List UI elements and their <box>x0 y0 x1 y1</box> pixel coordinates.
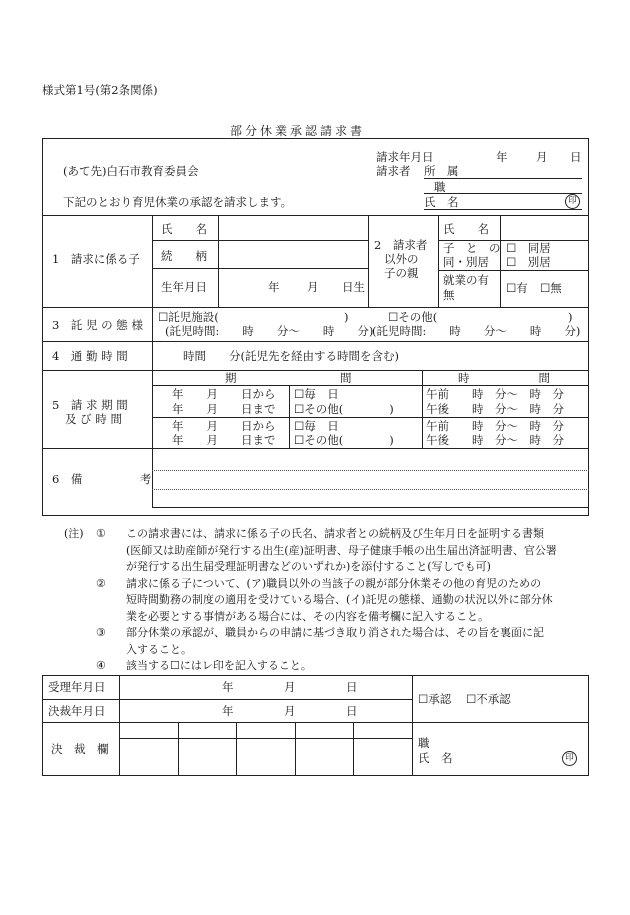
decided-month-unit: 月 <box>284 704 296 718</box>
note-item-continued: が発行する出生届受理証明書などのいずれか)を添付すること(写しでも可) <box>126 560 491 573</box>
section1-field-divider <box>218 215 219 307</box>
approval-right-divider <box>412 675 413 776</box>
decision-sub-line <box>119 738 412 739</box>
affiliation-underline <box>424 178 582 179</box>
note-item: ① この請求書には、請求に係る子の氏名、請求者との続柄及び生年月日を証明する書類 <box>96 527 544 540</box>
note-item-continued: (医師又は助産師が発行する出生(産)証明書、母子健康手帳の出生届出済証明書、官公署 <box>126 543 557 557</box>
note-item: ③ 部分休業の承認が、職員からの申請に基づき取り消された場合は、その旨を裏面に記 <box>96 626 544 639</box>
period-date-row: 年 月 日から <box>172 419 276 433</box>
addressee: (あて先)白石市教育委員会 <box>63 164 199 178</box>
section2-label-line1: 2 請求者 <box>374 238 428 252</box>
daycare-facility-close: ) <box>344 310 349 324</box>
section2-label-line3: 子の親 <box>384 266 419 280</box>
request-date-label: 請求年月日 <box>376 150 434 164</box>
section5-header-line <box>152 385 589 386</box>
decided-year-unit: 年 <box>222 704 234 718</box>
requester-label: 請求者 <box>376 164 411 178</box>
note-item: ② 請求に係る子について、(ア)職員以外の当該子の親が部分休業その他の育児のための <box>96 576 542 590</box>
section5-label-line2: 及 び 時 間 <box>65 412 122 426</box>
label-column-divider <box>152 307 153 507</box>
section2-field-divider <box>500 215 501 307</box>
birth-day-unit: 日生 <box>342 280 365 294</box>
period-option-row[interactable]: ☐その他( ) <box>294 433 394 447</box>
approval-row-line <box>42 699 412 700</box>
section6-label: 6 備 考 <box>52 472 152 486</box>
section1-row-line <box>152 240 368 241</box>
birth-month-unit: 月 <box>307 280 319 294</box>
decision-cell-divider <box>295 722 296 776</box>
page-title: 部分休業承認請求書 <box>230 124 366 138</box>
reject-checkbox[interactable]: ☐不承認 <box>466 692 511 706</box>
section2-col-divider <box>438 215 439 307</box>
received-year-unit: 年 <box>222 680 234 694</box>
child-name-label: 氏 名 <box>161 222 207 236</box>
section5-label-line1: 5 請 求 期 間 <box>52 398 128 412</box>
note-item-continued: 短時間勤務の制度の適用を受けている場合、(イ)託児の態様、通勤の状況以外に部分休 <box>126 593 553 606</box>
period-option-row[interactable]: ☐その他( ) <box>294 402 394 416</box>
daycare-time-right: (託児時間: 時 分〜 時 分) <box>372 324 581 338</box>
approver-seal-icon: 印 <box>562 751 577 766</box>
approval-row-line <box>42 722 589 723</box>
position-label: 職 <box>434 180 446 194</box>
decision-cell-divider <box>178 722 179 776</box>
section4-label: 4 通 勤 時 間 <box>52 349 128 363</box>
received-day-unit: 日 <box>346 680 358 694</box>
request-statement: 下記のとおり育児休業の承認を請求します。 <box>63 195 293 209</box>
position-underline <box>424 193 582 194</box>
separate-residence-checkbox[interactable]: ☐ 別居 <box>506 255 551 269</box>
decided-day-unit: 日 <box>346 704 358 718</box>
notes-prefix: (注) <box>64 527 84 540</box>
remarks-dotted-line <box>152 489 589 490</box>
other-care-close: ) <box>568 310 573 324</box>
section-1-2-divider <box>368 215 369 307</box>
period-header: 期 間 <box>225 371 352 385</box>
section5-date-divider <box>289 385 290 448</box>
remarks-bottom-line <box>152 507 589 508</box>
section1-row-line <box>152 268 368 269</box>
employment-label-line1: 就業の有 <box>443 273 489 287</box>
approve-checkbox[interactable]: ☐承認 <box>418 692 452 706</box>
section6-top-border <box>42 448 589 449</box>
period-option-row[interactable]: ☐毎 日 <box>294 419 339 433</box>
decided-date-label: 決裁年月日 <box>48 704 106 718</box>
other-care-checkbox[interactable]: ☐その他( <box>388 310 438 324</box>
request-date-year-unit: 年 <box>496 150 508 164</box>
section1-label: 1 請求に係る子 <box>52 252 140 266</box>
period-date-row: 年 月 日から <box>172 387 276 401</box>
period-time-row: 午後 時 分〜 時 分 <box>426 402 564 416</box>
section1-col-divider <box>152 215 153 307</box>
period-time-row: 午前 時 分〜 時 分 <box>426 419 564 433</box>
period-option-row[interactable]: ☐毎 日 <box>294 387 339 401</box>
affiliation-label: 所 属 <box>424 164 459 178</box>
approval-table-frame <box>42 675 589 776</box>
section5-time-divider <box>422 370 423 448</box>
employment-label-line2: 無 <box>443 288 455 302</box>
section2-label-line2: 以外の <box>384 252 419 266</box>
daycare-facility-checkbox[interactable]: ☐託児施設( <box>158 310 219 324</box>
commute-time-text: 時間 分(託児先を経由する時間を含む) <box>183 349 399 363</box>
daycare-time-left: (託児時間: 時 分〜 時 分) <box>165 324 374 338</box>
section4-top-border <box>42 341 589 342</box>
approver-name-label: 氏 名 <box>418 751 453 765</box>
remarks-dotted-line <box>152 470 589 471</box>
section2-row-line <box>438 270 589 271</box>
same-residence-checkbox[interactable]: ☐ 同居 <box>506 241 551 255</box>
section3-label: 3 託 児 の 態 様 <box>52 318 143 332</box>
note-item: ④ 該当する☐にはレ印を記入すること。 <box>96 659 312 672</box>
period-time-row: 午前 時 分〜 時 分 <box>426 387 564 401</box>
note-item-continued: 入すること。 <box>126 642 192 656</box>
cohabit-label-line2: 同・別居 <box>443 255 489 269</box>
cohabit-label-line1: 子 と の <box>443 241 501 255</box>
form-number: 様式第1号(第2条関係) <box>42 83 158 97</box>
not-employed-checkbox[interactable]: ☐無 <box>540 281 562 295</box>
notes-list <box>96 526 626 675</box>
decision-cell-divider <box>353 722 354 776</box>
section3-top-border <box>42 307 589 308</box>
decision-label: 決 裁 欄 <box>51 742 109 756</box>
child-birth-label: 生年月日 <box>161 280 207 294</box>
employed-checkbox[interactable]: ☐有 <box>506 281 528 295</box>
other-parent-name-label: 氏 名 <box>443 222 489 236</box>
period-date-row: 年 月 日まで <box>172 433 276 447</box>
request-date-month-unit: 月 <box>536 150 548 164</box>
section1-top-border <box>42 215 589 216</box>
period-date-row: 年 月 日まで <box>172 402 276 416</box>
approver-position-label: 職 <box>418 736 430 750</box>
child-relation-label: 続 柄 <box>161 249 207 263</box>
period-time-row: 午後 時 分〜 時 分 <box>426 433 564 447</box>
time-header: 時 間 <box>458 371 550 385</box>
requester-seal-icon: 印 <box>565 194 580 209</box>
requester-name-label: 氏 名 <box>424 195 459 209</box>
decision-cell-divider <box>236 722 237 776</box>
section5-middle-line <box>152 417 589 418</box>
name-underline <box>424 209 582 210</box>
request-date-day-unit: 日 <box>570 150 582 164</box>
birth-year-unit: 年 <box>268 280 280 294</box>
received-date-label: 受理年月日 <box>48 680 106 694</box>
received-month-unit: 月 <box>284 680 296 694</box>
approval-label-divider <box>119 675 120 776</box>
note-item-continued: 業を必要とする事情がある場合には、その内容を備考欄に記入すること。 <box>126 609 489 623</box>
